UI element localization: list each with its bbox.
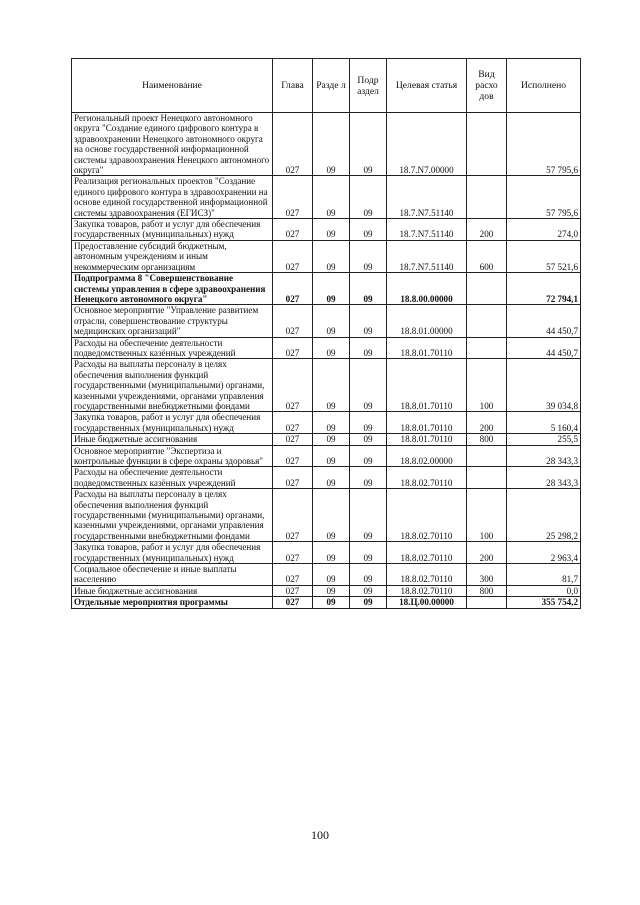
cell-expense-type: 100 [467,359,507,412]
header-expense-type: Вид расхо дов [467,59,507,113]
cell-chapter: 027 [273,337,313,359]
cell-subsection: 09 [350,176,387,219]
header-section: Разде л [313,59,350,113]
cell-section: 09 [313,542,350,564]
cell-section: 09 [313,564,350,586]
cell-target-article: 18.8.01.70110 [387,337,467,359]
cell-executed: 44 450,7 [507,337,581,359]
table-row [72,273,581,305]
cell-section: 09 [313,467,350,489]
cell-subsection: 09 [350,597,387,608]
cell-target-article: 18.7.N7.51140 [387,176,467,219]
cell-target-article: 18.7.N7.51140 [387,240,467,272]
cell-subsection: 09 [350,445,387,467]
cell-chapter: 027 [273,585,313,596]
cell-target-article: 18.8.02.70110 [387,585,467,596]
cell-section: 09 [313,219,350,241]
cell-name: Закупка товаров, работ и услуг для обеспечения государственных (муниципальных) нужд [72,542,273,564]
cell-section: 09 [313,412,350,434]
cell-subsection: 09 [350,585,387,596]
cell-name: Иные бюджетные ассигнования [72,434,273,445]
table-row [72,219,581,241]
table-row [72,434,581,445]
cell-chapter: 027 [273,176,313,219]
cell-subsection: 09 [350,305,387,337]
cell-subsection: 09 [350,467,387,489]
cell-name: Расходы на обеспечение деятельности подведомственных казённых учреждений [72,467,273,489]
cell-executed: 255,5 [507,434,581,445]
cell-executed: 57 795,6 [507,113,581,176]
cell-chapter: 027 [273,467,313,489]
cell-name: Основное мероприятие "Управление развитием отрасли, совершенствование структуры медицинских организаций" [72,305,273,337]
cell-expense-type [467,445,507,467]
table-header-row [72,59,581,113]
cell-section: 09 [313,305,350,337]
cell-name: Отдельные мероприятия программы [72,597,273,608]
cell-section: 09 [313,434,350,445]
cell-chapter: 027 [273,305,313,337]
cell-name: Закупка товаров, работ и услуг для обеспечения государственных (муниципальных) нужд [72,219,273,241]
cell-executed: 39 034,8 [507,359,581,412]
cell-section: 09 [313,445,350,467]
cell-expense-type: 600 [467,240,507,272]
cell-subsection: 09 [350,359,387,412]
cell-name: Расходы на выплаты персоналу в целях обеспечения выполнения функций государственными (муниципальными) органами, казенными учреждениями, органами управления государственными внебюджетными фондами [72,359,273,412]
cell-expense-type [467,597,507,608]
cell-executed: 44 450,7 [507,305,581,337]
cell-executed: 0,0 [507,585,581,596]
table-row [72,564,581,586]
cell-chapter: 027 [273,240,313,272]
cell-expense-type: 200 [467,412,507,434]
cell-name: Реализация региональных проектов "Создание единого цифрового контура в здравоохранении на основе единой государственной информационной системы здравоохранения (ЕГИСЗ)" [72,176,273,219]
cell-chapter: 027 [273,113,313,176]
table-row [72,445,581,467]
cell-subsection: 09 [350,337,387,359]
cell-subsection: 09 [350,489,387,542]
cell-chapter: 027 [273,542,313,564]
cell-executed: 28 343,3 [507,445,581,467]
cell-section: 09 [313,176,350,219]
cell-executed: 28 343,3 [507,467,581,489]
cell-executed: 57 521,6 [507,240,581,272]
cell-target-article: 18.8.02.70110 [387,564,467,586]
cell-target-article: 18.8.02.70110 [387,467,467,489]
header-target-article: Целевая статья [387,59,467,113]
budget-table [71,58,581,609]
cell-expense-type [467,467,507,489]
cell-target-article: 18.7.N7.00000 [387,113,467,176]
cell-subsection: 09 [350,113,387,176]
cell-section: 09 [313,359,350,412]
table-row [72,337,581,359]
table-row [72,113,581,176]
cell-target-article: 18.8.01.70110 [387,434,467,445]
cell-executed: 81,7 [507,564,581,586]
table-row [72,305,581,337]
cell-chapter: 027 [273,489,313,542]
cell-expense-type: 200 [467,219,507,241]
cell-expense-type [467,273,507,305]
table-row [72,489,581,542]
cell-chapter: 027 [273,434,313,445]
cell-expense-type [467,113,507,176]
cell-target-article: 18.7.N7.51140 [387,219,467,241]
header-subsection: Подр аздел [350,59,387,113]
cell-section: 09 [313,585,350,596]
cell-subsection: 09 [350,434,387,445]
cell-section: 09 [313,240,350,272]
cell-section: 09 [313,113,350,176]
cell-expense-type: 200 [467,542,507,564]
cell-name: Основное мероприятие "Экспертиза и контрольные функции в сфере охраны здоровья" [72,445,273,467]
cell-expense-type [467,337,507,359]
cell-subsection: 09 [350,412,387,434]
cell-subsection: 09 [350,240,387,272]
cell-chapter: 027 [273,564,313,586]
table-row [72,240,581,272]
cell-executed: 57 795,6 [507,176,581,219]
cell-chapter: 027 [273,597,313,608]
page-number: 100 [311,828,329,842]
cell-chapter: 027 [273,445,313,467]
cell-executed: 2 963,4 [507,542,581,564]
cell-subsection: 09 [350,542,387,564]
cell-expense-type: 300 [467,564,507,586]
table-row [72,597,581,608]
cell-target-article: 18.8.02.00000 [387,445,467,467]
table-row [72,467,581,489]
cell-expense-type [467,305,507,337]
cell-section: 09 [313,337,350,359]
cell-expense-type: 800 [467,434,507,445]
cell-executed: 5 160,4 [507,412,581,434]
cell-chapter: 027 [273,412,313,434]
cell-target-article: 18.Ц.00.00000 [387,597,467,608]
cell-name: Закупка товаров, работ и услуг для обеспечения государственных (муниципальных) нужд [72,412,273,434]
cell-section: 09 [313,597,350,608]
cell-name: Расходы на обеспечение деятельности подведомственных казённых учреждений [72,337,273,359]
cell-expense-type: 800 [467,585,507,596]
table-row [72,585,581,596]
table-row [72,176,581,219]
cell-executed: 274,0 [507,219,581,241]
cell-name: Расходы на выплаты персоналу в целях обеспечения выполнения функций государственными (муниципальными) органами, казенными учреждениями, органами управления государственными внебюджетными фондами [72,489,273,542]
cell-target-article: 18.8.01.70110 [387,359,467,412]
cell-expense-type [467,176,507,219]
cell-target-article: 18.8.00.00000 [387,273,467,305]
cell-expense-type: 100 [467,489,507,542]
cell-target-article: 18.8.02.70110 [387,489,467,542]
cell-executed: 355 754,2 [507,597,581,608]
cell-name: Иные бюджетные ассигнования [72,585,273,596]
cell-target-article: 18.8.01.00000 [387,305,467,337]
cell-executed: 72 794,1 [507,273,581,305]
cell-name: Предоставление субсидий бюджетным, автономным учреждениям и иным некоммерческим организациям [72,240,273,272]
cell-section: 09 [313,489,350,542]
cell-subsection: 09 [350,273,387,305]
cell-subsection: 09 [350,219,387,241]
cell-target-article: 18.8.02.70110 [387,542,467,564]
cell-name: Региональный проект Ненецкого автономного округа "Создание единого цифрового контура в здравоохранении Ненецкого автономного округа на основе государственной информационной системы здравоохранения Ненецкого автономного округа" [72,113,273,176]
header-name: Наименование [72,59,273,113]
table-row [72,412,581,434]
cell-chapter: 027 [273,359,313,412]
cell-chapter: 027 [273,273,313,305]
cell-chapter: 027 [273,219,313,241]
header-chapter: Глава [273,59,313,113]
cell-name: Социальное обеспечение и иные выплаты населению [72,564,273,586]
cell-target-article: 18.8.01.70110 [387,412,467,434]
table-row [72,359,581,412]
header-executed: Исполнено [507,59,581,113]
cell-subsection: 09 [350,564,387,586]
cell-name: Подпрограмма 8 "Совершенствование системы управления в сфере здравоохранения Ненецкого автономного округа" [72,273,273,305]
table-row [72,542,581,564]
cell-section: 09 [313,273,350,305]
cell-executed: 25 298,2 [507,489,581,542]
